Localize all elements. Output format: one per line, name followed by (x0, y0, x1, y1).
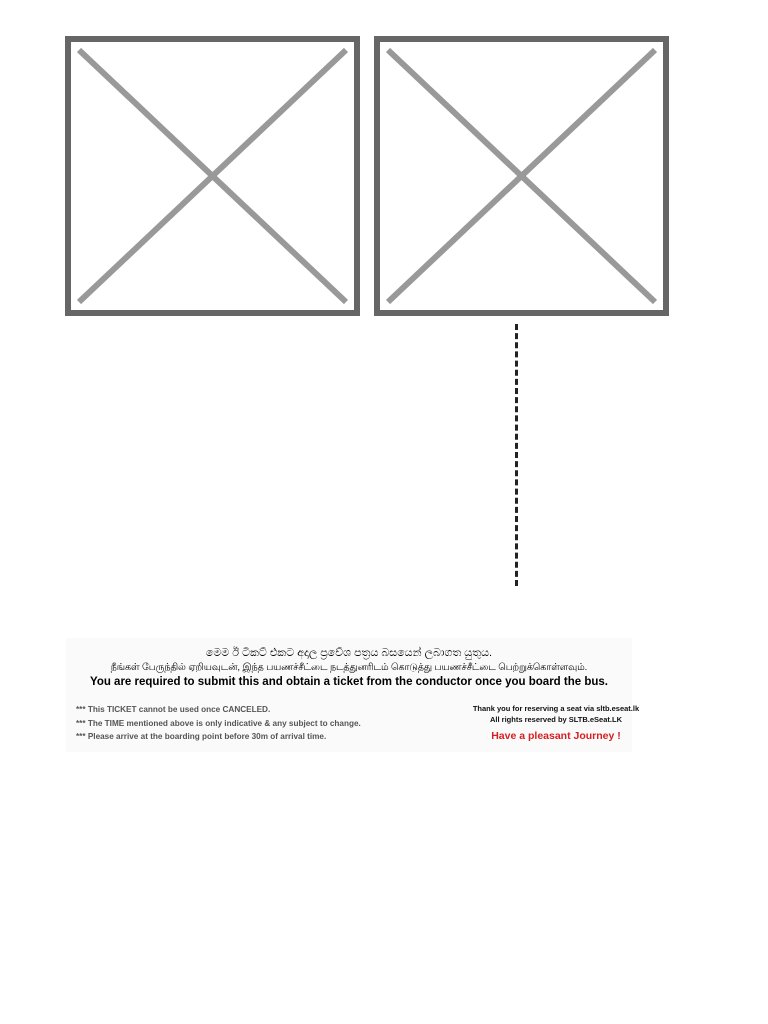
term-item: *** Please arrive at the boarding point before 30m of arrival time. (76, 732, 327, 741)
tear-off-dashed-line (515, 324, 518, 586)
ticket-notice-panel (66, 638, 640, 752)
thank-you-text: Thank you for reserving a seat via sltb.eseat.lk (472, 704, 640, 713)
broken-image-icon (65, 36, 360, 316)
rights-text: All rights reserved by SLTB.eSeat.LK (490, 715, 622, 724)
notice-sinhala: මෙම ඊ ටිකට් එකට අදාල ප්‍රවේශ පත්‍රය බසයෙන් ලබාගත යුතුය. (205, 647, 493, 659)
term-item: *** This TICKET cannot be used once CANCELED. (76, 705, 271, 714)
broken-image-icon (374, 36, 669, 316)
term-item: *** The TIME mentioned above is only indicative & any subject to change. (76, 718, 361, 728)
terms-list (76, 703, 361, 744)
notice-tamil: நீங்கள் பேருந்தில் ஏறியவுடன், இந்த பயணச்சீட்டை நடத்துனரிடம் கொடுத்து பயணச்சீட்டை பெற்றுக்கொள்ளவும். (110, 662, 588, 673)
notice-english: You are required to submit this and obtain a ticket from the conductor once you board the bus. (90, 676, 608, 688)
thank-you-block (456, 703, 656, 743)
pleasant-journey-text: Have a pleasant Journey ! (491, 730, 621, 742)
